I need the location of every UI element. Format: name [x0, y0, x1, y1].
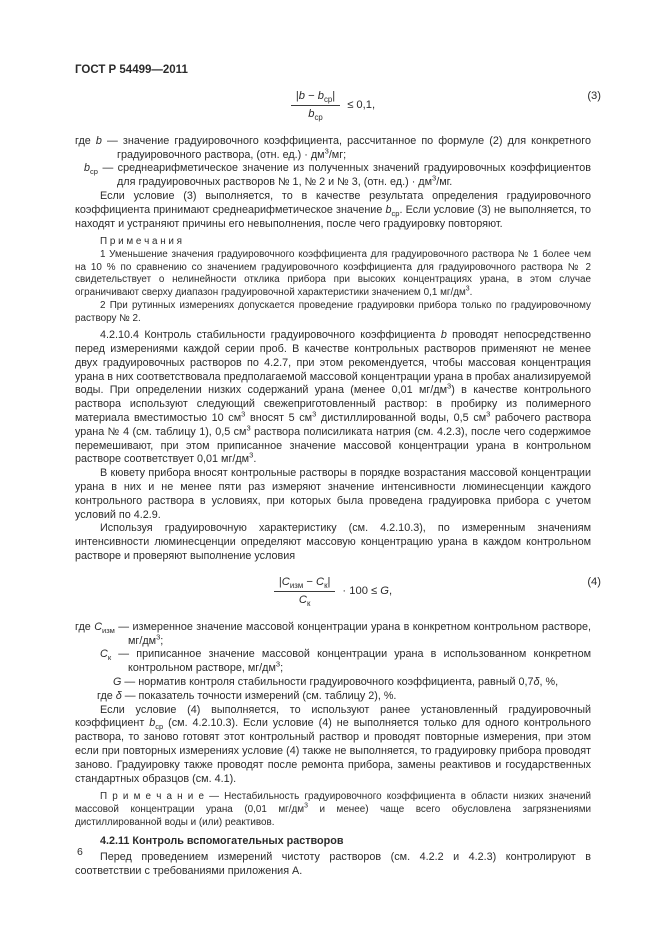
definition-list-b [75, 135, 591, 190]
notes-label: П р и м е ч а н и я [100, 236, 183, 248]
formula-4-numerator: $|C_{изм} - C_к|$ [274, 576, 336, 592]
heading-4-2-11: 4.2.11 Контроль вспомогательных растворов [100, 834, 344, 847]
paragraph-final: Перед проведением измерений чистоту растворов (см. 4.2.2 и 4.2.3) контролируют в соответствии с требованиями приложения А. [75, 851, 591, 878]
paragraph-cuvette: В кювету прибора вносят контрольные растворы в порядке возрастания массовой концентрации урана в них и не менее пяти раз измеряют значение интенсивности люминесценции каждого контрольного раствора в условиях, при которых была проведена градуировка прибора с учетом условий по 4.2.9. [75, 467, 591, 521]
formula-3-fraction [291, 90, 340, 121]
paragraph-using-characteristic: Используя градуировочную характеристику (см. 4.2.10.3), по измеренным значениям интенсивности люминесценции определяют массовую концентрацию урана в каждом контрольном растворе и проверяют выполнение условия [75, 522, 591, 563]
formula-3-condition: ≤ 0,1, [347, 98, 376, 111]
paragraph-condition-4: Если условие (4) выполняется, то используют ранее установленный градуировочный коэффициент $b_{ср}$ (см. 4.2.10.3). Если условие (4) не выполняется только для одного контрольного раствора, то заново готовят этот контрольный раствор и проводят повторные измерения, при этом если при повторных измерениях условие (4) также не выполняется, то градуировку прибора проводят заново. Градуировку также проводят после ремонта прибора, замены реактивов и государственных стандартных образцов (см. 4.1). [75, 703, 591, 785]
formula-4-number: (4) [587, 575, 601, 588]
paragraph-condition-3: Если условие (3) выполняется, то в качестве результата определения градуировочного коэффициента принимают среднеарифметическое значение $b_{ср}$. Если условие (3) не выполняется, то находят и устраняют причины его невыполнения, после чего градуировку повторяют. [75, 189, 591, 230]
note-1: 1 Уменьшение значения градуировочного коэффициента для градуировочного раствора № 1 более чем на 10 % по сравнению со значением градуировочного коэффициента для градуировочного раствора № 2 свидетельствует о нелинейности отклика прибора при высоких концентрациях урана, в этом случае ограничивают сверху диапазон градуировочной характеристики значением 0,1 $мг/дм^3$. [75, 249, 591, 299]
definition-c-measured: где $C_{изм}$ — измеренное значение массовой концентрации урана в конкретном контрольном растворе, $мг/дм^3$; [75, 620, 591, 647]
definition-g-norm: G — норматив контроля стабильности градуировочного коэффициента, равный 0,7δ, %, [113, 676, 559, 689]
formula-4-condition: · 100 ≤ G, [342, 584, 393, 597]
document-content [75, 64, 601, 879]
formula-3-numerator: $|b - b_{ср}|$ [291, 90, 340, 106]
formula-3-denominator: $b_{ср}$ [308, 107, 323, 123]
page-number: 6 [77, 846, 83, 858]
definition-b-mean: $b_{ср}$ — среднеарифметическое значение из полученных значений градуировочных коэффициентов для градуировочных растворов № 1, № 2 и № 3, (отн. $ед.) \cdot дм^3/мг$. [84, 162, 591, 189]
definition-list-c [75, 621, 591, 704]
formula-3-number: (3) [587, 89, 601, 102]
single-note-block [75, 791, 591, 829]
definition-b: где b — значение градуировочного коэффициента, рассчитанное по формуле (2) для конкретного градуировочного раствора, (отн. $ед.) \cdot дм^3/мг$; [75, 134, 591, 161]
notes-block [75, 236, 591, 325]
document-header-title: ГОСТ Р 54499—2011 [75, 64, 188, 76]
paragraph-4-2-10-4: 4.2.10.4 Контроль стабильности градуировочного коэффициента b проводят непосредственно перед измерениями каждой серии проб. В качестве контрольных растворов применяют не менее двух градуировочных растворов по 4.2.7, при этом рекомендуется, чтобы массовая концентрация урана в них соответствовала предполагаемой массовой концентрации урана в пробах анализируемой воды. При определении низких содержаний урана (менее 0,01 $мг/дм^3$) в качестве контрольного раствора используют следующий свежеприготовленный раствор: в пробирку из полимерного материала вместимостью 10 $см^3$ вносят 5 $см^3$ дистиллированной воды, 0,5 $см^3$ рабочего раствора урана № 4 (см. таблицу 1), 0,5 $см^3$ раствора полисиликата натрия (см. 4.2.3), после чего содержимое перемешивают, при этом приписанное значение массовой концентрации урана в контрольном растворе соответствует 0,01 $мг/дм^3$. [75, 329, 591, 466]
formula-4-fraction [274, 576, 336, 607]
formula-4-denominator: $C_к$ [298, 593, 311, 609]
note-2: 2 При рутинных измерениях допускается проведение градуировки прибора только по градуировочному раствору № 2. [75, 299, 591, 324]
definition-c-assigned: $C_к$ — приписанное значение массовой концентрации урана в использованном конкретном контрольном растворе, $мг/дм^3$; [100, 648, 591, 675]
note-instability: П р и м е ч а н и е — Нестабильность градуировочного коэффициента в области низких значений массовой концентрации урана (0,01 $мг/дм^3$ и менее) чаще всего обусловлена загрязнениями дистиллированной воды и (или) реактивов. [75, 791, 592, 828]
formula-3 [75, 89, 601, 123]
formula-4 [75, 575, 601, 609]
definition-delta: где δ — показатель точности измерений (см. таблицу 2), %. [97, 689, 397, 702]
